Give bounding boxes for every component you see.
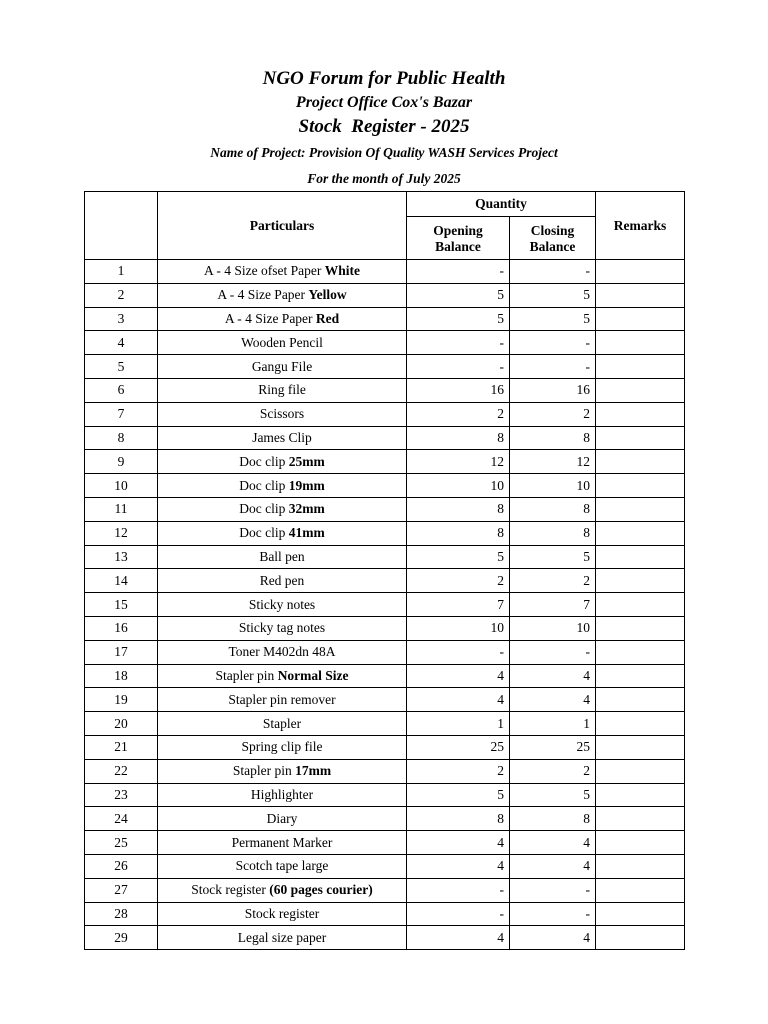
row-serial: 25: [85, 831, 158, 855]
row-serial: 19: [85, 688, 158, 712]
item-name: Red pen: [259, 572, 305, 588]
row-remarks: [596, 593, 685, 617]
row-closing-balance: -: [510, 355, 596, 379]
item-name: Stock register: [191, 882, 270, 898]
item-name: Doc clip: [239, 501, 289, 517]
row-opening-balance: 5: [407, 783, 510, 807]
row-particular: [158, 402, 407, 426]
row-closing-balance: -: [510, 260, 596, 284]
table-row: [85, 712, 685, 736]
row-opening-balance: 5: [407, 307, 510, 331]
row-particular: [158, 783, 407, 807]
row-particular: [158, 902, 407, 926]
table-row: [85, 474, 685, 498]
row-serial: 6: [85, 378, 158, 402]
row-remarks: [596, 712, 685, 736]
row-closing-balance: 8: [510, 521, 596, 545]
row-opening-balance: 4: [407, 854, 510, 878]
item-spec: 19mm: [288, 477, 325, 493]
item-name: A - 4 Size Paper: [217, 287, 309, 303]
row-closing-balance: 8: [510, 497, 596, 521]
row-closing-balance: 5: [510, 307, 596, 331]
item-name: Sticky tag notes: [238, 620, 326, 636]
row-remarks: [596, 783, 685, 807]
row-remarks: [596, 497, 685, 521]
table-row: [85, 735, 685, 759]
row-opening-balance: 25: [407, 735, 510, 759]
row-remarks: [596, 878, 685, 902]
row-opening-balance: 12: [407, 450, 510, 474]
item-name: Gangu File: [251, 358, 313, 374]
table-row: [85, 402, 685, 426]
row-remarks: [596, 902, 685, 926]
item-spec: 25mm: [288, 453, 325, 469]
row-particular: [158, 593, 407, 617]
row-opening-balance: -: [407, 640, 510, 664]
table-row: [85, 664, 685, 688]
table-row: [85, 616, 685, 640]
item-name: Scotch tape large: [235, 858, 329, 874]
table-row: [85, 497, 685, 521]
table-row: [85, 355, 685, 379]
row-remarks: [596, 402, 685, 426]
table-row: [85, 902, 685, 926]
row-serial: 28: [85, 902, 158, 926]
stock-register-table: [84, 191, 685, 950]
row-serial: 1: [85, 260, 158, 284]
row-particular: [158, 521, 407, 545]
row-closing-balance: 12: [510, 450, 596, 474]
row-serial: 22: [85, 759, 158, 783]
row-opening-balance: 1: [407, 712, 510, 736]
table-row: [85, 426, 685, 450]
row-opening-balance: -: [407, 878, 510, 902]
item-name: Legal size paper: [237, 929, 327, 945]
row-closing-balance: 5: [510, 545, 596, 569]
row-serial: 27: [85, 878, 158, 902]
row-remarks: [596, 260, 685, 284]
row-closing-balance: 25: [510, 735, 596, 759]
table-row: [85, 545, 685, 569]
row-serial: 24: [85, 807, 158, 831]
table-row: [85, 831, 685, 855]
row-serial: 17: [85, 640, 158, 664]
quantity-header: Quantity: [407, 192, 596, 217]
item-name: Diary: [266, 810, 298, 826]
row-particular: [158, 759, 407, 783]
opening-label-2: Balance: [435, 239, 481, 254]
row-serial: 21: [85, 735, 158, 759]
row-closing-balance: 4: [510, 664, 596, 688]
row-particular: [158, 735, 407, 759]
row-particular: [158, 497, 407, 521]
item-name: Sticky notes: [248, 596, 316, 612]
row-serial: 29: [85, 926, 158, 950]
item-name: Scissors: [259, 406, 305, 422]
row-opening-balance: 8: [407, 521, 510, 545]
row-particular: [158, 474, 407, 498]
report-month: For the month of July 2025: [307, 171, 461, 186]
row-closing-balance: 4: [510, 926, 596, 950]
row-opening-balance: 10: [407, 616, 510, 640]
row-closing-balance: 5: [510, 283, 596, 307]
row-closing-balance: 4: [510, 831, 596, 855]
row-serial: 10: [85, 474, 158, 498]
row-particular: [158, 355, 407, 379]
row-serial: 23: [85, 783, 158, 807]
row-particular: [158, 378, 407, 402]
row-particular: [158, 260, 407, 284]
row-closing-balance: 2: [510, 569, 596, 593]
item-name: Spring clip file: [241, 739, 323, 755]
item-name: A - 4 Size Paper: [224, 310, 316, 326]
item-spec: 17mm: [295, 763, 332, 779]
row-serial: 16: [85, 616, 158, 640]
row-remarks: [596, 759, 685, 783]
row-particular: [158, 807, 407, 831]
row-opening-balance: 8: [407, 807, 510, 831]
row-serial: 15: [85, 593, 158, 617]
table-row: [85, 260, 685, 284]
row-closing-balance: 2: [510, 759, 596, 783]
table-row: [85, 307, 685, 331]
row-opening-balance: -: [407, 902, 510, 926]
row-serial: 2: [85, 283, 158, 307]
row-remarks: [596, 378, 685, 402]
row-opening-balance: 8: [407, 426, 510, 450]
table-row: [85, 854, 685, 878]
row-particular: [158, 569, 407, 593]
item-name: Stock register: [244, 905, 320, 921]
row-closing-balance: 4: [510, 688, 596, 712]
row-particular: [158, 545, 407, 569]
row-remarks: [596, 854, 685, 878]
row-opening-balance: 8: [407, 497, 510, 521]
table-row: [85, 593, 685, 617]
row-closing-balance: 1: [510, 712, 596, 736]
row-closing-balance: 10: [510, 616, 596, 640]
row-opening-balance: -: [407, 260, 510, 284]
row-serial: 14: [85, 569, 158, 593]
row-particular: [158, 664, 407, 688]
row-remarks: [596, 831, 685, 855]
item-name: Doc clip: [239, 453, 289, 469]
closing-label-2: Balance: [529, 239, 576, 254]
row-remarks: [596, 735, 685, 759]
serial-header: [85, 192, 158, 260]
item-name: A - 4 Size ofset Paper: [204, 263, 325, 279]
row-serial: 4: [85, 331, 158, 355]
row-particular: [158, 616, 407, 640]
row-remarks: [596, 616, 685, 640]
row-remarks: [596, 450, 685, 474]
closing-label-1: Closing: [530, 223, 575, 238]
row-opening-balance: 4: [407, 831, 510, 855]
row-remarks: [596, 426, 685, 450]
row-remarks: [596, 807, 685, 831]
item-name: Doc clip: [239, 477, 289, 493]
row-serial: 5: [85, 355, 158, 379]
row-opening-balance: 5: [407, 283, 510, 307]
item-name: Ball pen: [259, 548, 305, 564]
row-closing-balance: -: [510, 878, 596, 902]
row-closing-balance: 4: [510, 854, 596, 878]
row-serial: 26: [85, 854, 158, 878]
item-name: Toner M402dn 48A: [228, 644, 336, 660]
table-row: [85, 759, 685, 783]
row-opening-balance: 5: [407, 545, 510, 569]
row-closing-balance: -: [510, 331, 596, 355]
table-row: [85, 450, 685, 474]
item-name: Permanent Marker: [231, 834, 333, 850]
table-row: [85, 283, 685, 307]
remarks-header: Remarks: [596, 192, 685, 260]
table-row: [85, 378, 685, 402]
table-row: [85, 331, 685, 355]
item-name: Ring file: [258, 382, 306, 398]
row-closing-balance: -: [510, 640, 596, 664]
row-remarks: [596, 569, 685, 593]
row-closing-balance: 10: [510, 474, 596, 498]
item-name: Stapler pin: [232, 763, 296, 779]
row-remarks: [596, 664, 685, 688]
item-spec: 41mm: [288, 525, 325, 541]
row-opening-balance: 2: [407, 402, 510, 426]
item-name: James Clip: [252, 429, 312, 445]
row-serial: 3: [85, 307, 158, 331]
table-row: [85, 783, 685, 807]
row-closing-balance: 5: [510, 783, 596, 807]
row-opening-balance: 2: [407, 759, 510, 783]
row-serial: 7: [85, 402, 158, 426]
row-remarks: [596, 331, 685, 355]
closing-balance-header: [510, 217, 596, 260]
row-particular: [158, 926, 407, 950]
row-opening-balance: -: [407, 331, 510, 355]
row-particular: [158, 450, 407, 474]
item-name: Stapler: [262, 715, 302, 731]
row-remarks: [596, 545, 685, 569]
row-opening-balance: 4: [407, 688, 510, 712]
item-name: Wooden Pencil: [241, 334, 323, 350]
item-name: Stapler pin remover: [228, 691, 336, 707]
item-spec: Normal Size: [277, 667, 349, 683]
table-row: [85, 926, 685, 950]
row-remarks: [596, 640, 685, 664]
row-particular: [158, 831, 407, 855]
row-particular: [158, 426, 407, 450]
row-serial: 20: [85, 712, 158, 736]
row-remarks: [596, 283, 685, 307]
row-opening-balance: 7: [407, 593, 510, 617]
row-opening-balance: 10: [407, 474, 510, 498]
row-remarks: [596, 688, 685, 712]
row-particular: [158, 283, 407, 307]
row-serial: 18: [85, 664, 158, 688]
row-remarks: [596, 474, 685, 498]
row-particular: [158, 688, 407, 712]
row-remarks: [596, 355, 685, 379]
opening-balance-header: [407, 217, 510, 260]
particulars-header: Particulars: [158, 192, 407, 260]
table-row: [85, 569, 685, 593]
item-name: Highlighter: [250, 786, 314, 802]
table-row: [85, 640, 685, 664]
row-serial: 11: [85, 497, 158, 521]
item-spec: 32mm: [288, 501, 325, 517]
table-row: [85, 878, 685, 902]
item-name: Doc clip: [239, 525, 289, 541]
table-row: [85, 521, 685, 545]
item-spec: White: [324, 263, 360, 279]
row-particular: [158, 854, 407, 878]
item-spec: (60 pages courier): [269, 882, 373, 898]
row-remarks: [596, 307, 685, 331]
row-particular: [158, 712, 407, 736]
item-spec: Yellow: [308, 287, 347, 303]
row-closing-balance: 8: [510, 807, 596, 831]
row-particular: [158, 878, 407, 902]
row-serial: 9: [85, 450, 158, 474]
row-particular: [158, 640, 407, 664]
row-opening-balance: 4: [407, 926, 510, 950]
row-opening-balance: -: [407, 355, 510, 379]
table-row: [85, 807, 685, 831]
row-remarks: [596, 521, 685, 545]
row-closing-balance: 16: [510, 378, 596, 402]
row-serial: 13: [85, 545, 158, 569]
register-title: Stock Register - 2025: [298, 116, 470, 137]
row-closing-balance: -: [510, 902, 596, 926]
row-particular: [158, 307, 407, 331]
row-closing-balance: 2: [510, 402, 596, 426]
project-name: Name of Project: Provision Of Quality WASH Services Project: [210, 145, 558, 160]
row-opening-balance: 4: [407, 664, 510, 688]
item-name: Stapler pin: [215, 667, 278, 683]
row-remarks: [596, 926, 685, 950]
row-opening-balance: 16: [407, 378, 510, 402]
opening-label-1: Opening: [433, 223, 483, 238]
table-row: [85, 688, 685, 712]
row-particular: [158, 331, 407, 355]
row-serial: 12: [85, 521, 158, 545]
item-spec: Red: [315, 310, 340, 326]
row-closing-balance: 8: [510, 426, 596, 450]
row-closing-balance: 7: [510, 593, 596, 617]
row-opening-balance: 2: [407, 569, 510, 593]
row-serial: 8: [85, 426, 158, 450]
organization-title: NGO Forum for Public Health: [262, 68, 506, 89]
office-subtitle: Project Office Cox's Bazar: [295, 94, 473, 111]
